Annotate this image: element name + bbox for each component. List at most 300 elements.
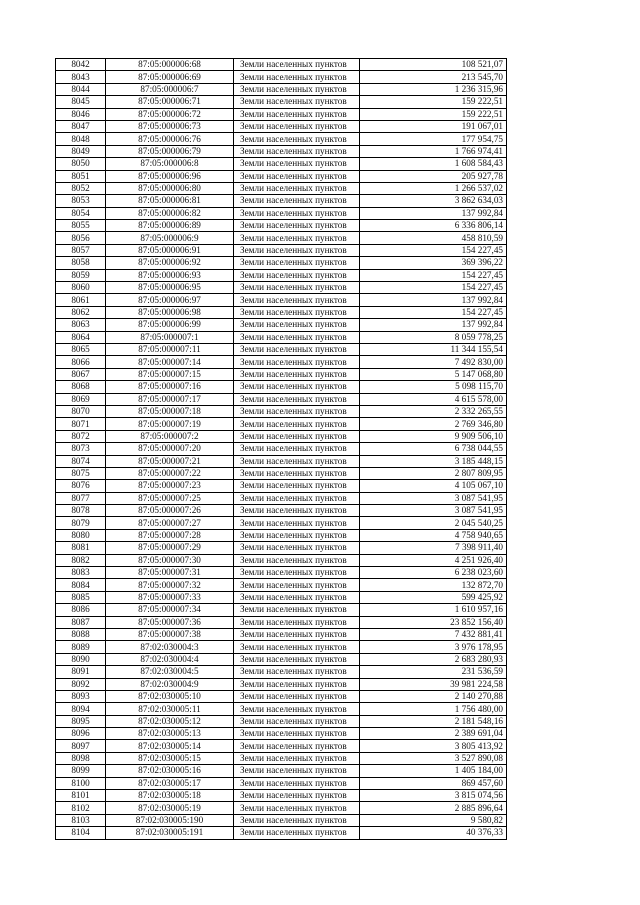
table-row	[56, 83, 507, 95]
land-category-cell: Земли населенных пунктов	[234, 96, 360, 108]
table-row	[56, 604, 507, 616]
cadastral-value-cell: 2 885 896,64	[360, 802, 507, 814]
row-number-cell: 8077	[56, 492, 106, 504]
row-number-cell: 8088	[56, 628, 106, 640]
table-body	[56, 59, 507, 840]
row-number-cell: 8090	[56, 653, 106, 665]
table-row	[56, 666, 507, 678]
cadastral-number-cell: 87:05:000007:19	[106, 418, 234, 430]
land-category-cell: Земли населенных пунктов	[234, 591, 360, 603]
table-row	[56, 368, 507, 380]
row-number-cell: 8074	[56, 455, 106, 467]
table-row	[56, 492, 507, 504]
land-category-cell: Земли населенных пунктов	[234, 443, 360, 455]
cadastral-value-cell: 6 336 806,14	[360, 220, 507, 232]
table-row	[56, 418, 507, 430]
cadastral-number-cell: 87:02:030005:14	[106, 740, 234, 752]
cadastral-value-cell: 9 580,82	[360, 814, 507, 826]
table-row	[56, 207, 507, 219]
land-category-cell: Земли населенных пунктов	[234, 269, 360, 281]
table-row	[56, 777, 507, 789]
row-number-cell: 8055	[56, 220, 106, 232]
cadastral-value-cell: 2 181 548,16	[360, 715, 507, 727]
land-category-cell: Земли населенных пунктов	[234, 418, 360, 430]
cadastral-number-cell: 87:02:030004:5	[106, 666, 234, 678]
row-number-cell: 8096	[56, 728, 106, 740]
table-row	[56, 678, 507, 690]
cadastral-number-cell: 87:02:030005:190	[106, 814, 234, 826]
row-number-cell: 8057	[56, 244, 106, 256]
row-number-cell: 8082	[56, 554, 106, 566]
cadastral-number-cell: 87:05:000007:15	[106, 368, 234, 380]
cadastral-number-cell: 87:02:030005:16	[106, 765, 234, 777]
land-category-cell: Земли населенных пунктов	[234, 728, 360, 740]
cadastral-value-cell: 132 872,70	[360, 579, 507, 591]
row-number-cell: 8045	[56, 96, 106, 108]
cadastral-value-cell: 3 087 541,95	[360, 492, 507, 504]
table-row	[56, 480, 507, 492]
cadastral-value-cell: 4 615 578,00	[360, 393, 507, 405]
row-number-cell: 8092	[56, 678, 106, 690]
land-category-cell: Земли населенных пунктов	[234, 777, 360, 789]
cadastral-value-cell: 4 105 067,10	[360, 480, 507, 492]
cadastral-number-cell: 87:05:000006:8	[106, 158, 234, 170]
table-row	[56, 802, 507, 814]
cadastral-value-cell: 1 756 480,00	[360, 703, 507, 715]
land-category-cell: Земли населенных пунктов	[234, 505, 360, 517]
row-number-cell: 8081	[56, 542, 106, 554]
land-category-cell: Земли населенных пунктов	[234, 368, 360, 380]
cadastral-number-cell: 87:05:000007:36	[106, 616, 234, 628]
row-number-cell: 8083	[56, 567, 106, 579]
row-number-cell: 8104	[56, 827, 106, 839]
table-row	[56, 133, 507, 145]
row-number-cell: 8048	[56, 133, 106, 145]
cadastral-number-cell: 87:05:000007:14	[106, 356, 234, 368]
cadastral-number-cell: 87:02:030005:18	[106, 790, 234, 802]
table-row	[56, 269, 507, 281]
land-category-cell: Земли населенных пунктов	[234, 195, 360, 207]
table-row	[56, 814, 507, 826]
cadastral-value-cell: 458 810,59	[360, 232, 507, 244]
row-number-cell: 8101	[56, 790, 106, 802]
land-category-cell: Земли населенных пунктов	[234, 294, 360, 306]
row-number-cell: 8043	[56, 71, 106, 83]
cadastral-value-cell: 1 266 537,02	[360, 182, 507, 194]
land-category-cell: Земли населенных пунктов	[234, 678, 360, 690]
row-number-cell: 8042	[56, 59, 106, 71]
cadastral-number-cell: 87:02:030005:17	[106, 777, 234, 789]
land-category-cell: Земли населенных пунктов	[234, 790, 360, 802]
row-number-cell: 8097	[56, 740, 106, 752]
cadastral-value-cell: 159 222,51	[360, 108, 507, 120]
cadastral-number-cell: 87:02:030005:19	[106, 802, 234, 814]
table-row	[56, 170, 507, 182]
table-row	[56, 71, 507, 83]
row-number-cell: 8079	[56, 517, 106, 529]
cadastral-number-cell: 87:05:000006:71	[106, 96, 234, 108]
cadastral-value-cell: 2 769 346,80	[360, 418, 507, 430]
cadastral-number-cell: 87:02:030005:10	[106, 690, 234, 702]
row-number-cell: 8098	[56, 752, 106, 764]
cadastral-value-cell: 137 992,84	[360, 319, 507, 331]
cadastral-value-cell: 23 852 156,40	[360, 616, 507, 628]
cadastral-value-cell: 11 344 155,54	[360, 343, 507, 355]
land-category-cell: Земли населенных пунктов	[234, 343, 360, 355]
table-row	[56, 542, 507, 554]
cadastral-value-cell: 3 087 541,95	[360, 505, 507, 517]
table-row	[56, 467, 507, 479]
cadastral-number-cell: 87:02:030005:191	[106, 827, 234, 839]
land-category-cell: Земли населенных пунктов	[234, 158, 360, 170]
land-category-cell: Земли населенных пунктов	[234, 616, 360, 628]
land-category-cell: Земли населенных пунктов	[234, 220, 360, 232]
cadastral-number-cell: 87:05:000006:69	[106, 71, 234, 83]
table-row	[56, 120, 507, 132]
cadastral-number-cell: 87:02:030005:13	[106, 728, 234, 740]
row-number-cell: 8099	[56, 765, 106, 777]
land-category-cell: Земли населенных пунктов	[234, 715, 360, 727]
cadastral-number-cell: 87:02:030004:3	[106, 641, 234, 653]
land-category-cell: Земли населенных пунктов	[234, 356, 360, 368]
table-row	[56, 591, 507, 603]
cadastral-number-cell: 87:05:000007:31	[106, 567, 234, 579]
cadastral-value-cell: 4 251 926,40	[360, 554, 507, 566]
land-category-cell: Земли населенных пунктов	[234, 467, 360, 479]
table-row	[56, 158, 507, 170]
row-number-cell: 8067	[56, 368, 106, 380]
table-row	[56, 96, 507, 108]
row-number-cell: 8047	[56, 120, 106, 132]
cadastral-value-cell: 231 536,59	[360, 666, 507, 678]
table-row	[56, 195, 507, 207]
land-category-cell: Земли населенных пунктов	[234, 331, 360, 343]
cadastral-number-cell: 87:05:000007:17	[106, 393, 234, 405]
table-row	[56, 567, 507, 579]
table-row	[56, 690, 507, 702]
cadastral-value-cell: 7 492 830,00	[360, 356, 507, 368]
cadastral-value-cell: 154 227,45	[360, 269, 507, 281]
land-category-cell: Земли населенных пунктов	[234, 306, 360, 318]
cadastral-number-cell: 87:02:030004:4	[106, 653, 234, 665]
cadastral-value-cell: 137 992,84	[360, 207, 507, 219]
cadastral-number-cell: 87:05:000007:22	[106, 467, 234, 479]
cadastral-number-cell: 87:05:000007:23	[106, 480, 234, 492]
land-category-cell: Земли населенных пунктов	[234, 232, 360, 244]
table-row	[56, 430, 507, 442]
cadastral-number-cell: 87:02:030005:11	[106, 703, 234, 715]
land-category-cell: Земли населенных пунктов	[234, 492, 360, 504]
cadastral-value-cell: 154 227,45	[360, 244, 507, 256]
table-row	[56, 220, 507, 232]
row-number-cell: 8075	[56, 467, 106, 479]
cadastral-value-cell: 154 227,45	[360, 306, 507, 318]
land-category-cell: Земли населенных пунктов	[234, 381, 360, 393]
row-number-cell: 8087	[56, 616, 106, 628]
cadastral-number-cell: 87:05:000007:32	[106, 579, 234, 591]
row-number-cell: 8100	[56, 777, 106, 789]
row-number-cell: 8069	[56, 393, 106, 405]
cadastral-value-cell: 4 758 940,65	[360, 529, 507, 541]
cadastral-value-cell: 1 405 184,00	[360, 765, 507, 777]
cadastral-value-cell: 1 608 584,43	[360, 158, 507, 170]
table-row	[56, 356, 507, 368]
land-category-cell: Земли населенных пунктов	[234, 554, 360, 566]
row-number-cell: 8059	[56, 269, 106, 281]
cadastral-number-cell: 87:05:000007:27	[106, 517, 234, 529]
table-row	[56, 294, 507, 306]
land-category-cell: Земли населенных пунктов	[234, 393, 360, 405]
land-category-cell: Земли населенных пунктов	[234, 145, 360, 157]
land-category-cell: Земли населенных пунктов	[234, 653, 360, 665]
cadastral-value-cell: 39 981 224,58	[360, 678, 507, 690]
land-category-cell: Земли населенных пунктов	[234, 579, 360, 591]
cadastral-number-cell: 87:05:000006:97	[106, 294, 234, 306]
cadastral-number-cell: 87:05:000007:30	[106, 554, 234, 566]
cadastral-value-cell: 1 766 974,41	[360, 145, 507, 157]
row-number-cell: 8072	[56, 430, 106, 442]
table-row	[56, 232, 507, 244]
cadastral-number-cell: 87:05:000006:72	[106, 108, 234, 120]
row-number-cell: 8044	[56, 83, 106, 95]
row-number-cell: 8076	[56, 480, 106, 492]
cadastral-value-cell: 6 238 023,60	[360, 567, 507, 579]
table-row	[56, 517, 507, 529]
cadastral-number-cell: 87:05:000007:1	[106, 331, 234, 343]
table-row	[56, 108, 507, 120]
cadastral-value-cell: 3 527 890,08	[360, 752, 507, 764]
row-number-cell: 8049	[56, 145, 106, 157]
land-category-cell: Земли населенных пунктов	[234, 405, 360, 417]
cadastral-number-cell: 87:05:000007:20	[106, 443, 234, 455]
cadastral-value-cell: 191 067,01	[360, 120, 507, 132]
row-number-cell: 8068	[56, 381, 106, 393]
cadastral-number-cell: 87:05:000006:96	[106, 170, 234, 182]
cadastral-number-cell: 87:05:000007:11	[106, 343, 234, 355]
land-category-cell: Земли населенных пунктов	[234, 567, 360, 579]
row-number-cell: 8060	[56, 282, 106, 294]
land-category-cell: Земли населенных пунктов	[234, 542, 360, 554]
land-category-cell: Земли населенных пунктов	[234, 666, 360, 678]
row-number-cell: 8093	[56, 690, 106, 702]
cadastral-value-cell: 177 954,75	[360, 133, 507, 145]
table-row	[56, 579, 507, 591]
cadastral-value-cell: 2 389 691,04	[360, 728, 507, 740]
cadastral-number-cell: 87:05:000006:89	[106, 220, 234, 232]
row-number-cell: 8054	[56, 207, 106, 219]
land-category-cell: Земли населенных пунктов	[234, 120, 360, 132]
table-row	[56, 827, 507, 839]
cadastral-value-cell: 205 927,78	[360, 170, 507, 182]
cadastral-number-cell: 87:05:000006:91	[106, 244, 234, 256]
land-category-cell: Земли населенных пунктов	[234, 703, 360, 715]
land-category-cell: Земли населенных пунктов	[234, 765, 360, 777]
cadastral-number-cell: 87:05:000007:21	[106, 455, 234, 467]
table-row	[56, 405, 507, 417]
land-category-cell: Земли населенных пунктов	[234, 59, 360, 71]
land-category-cell: Земли населенных пунктов	[234, 480, 360, 492]
cadastral-number-cell: 87:05:000006:98	[106, 306, 234, 318]
cadastral-value-cell: 154 227,45	[360, 282, 507, 294]
row-number-cell: 8078	[56, 505, 106, 517]
land-category-cell: Земли населенных пунктов	[234, 752, 360, 764]
cadastral-value-cell: 3 805 413,92	[360, 740, 507, 752]
row-number-cell: 8058	[56, 257, 106, 269]
table-row	[56, 145, 507, 157]
land-category-cell: Земли населенных пунктов	[234, 455, 360, 467]
cadastral-value-cell: 2 807 809,95	[360, 467, 507, 479]
cadastral-number-cell: 87:05:000007:28	[106, 529, 234, 541]
cadastral-value-cell: 7 432 881,41	[360, 628, 507, 640]
row-number-cell: 8084	[56, 579, 106, 591]
row-number-cell: 8062	[56, 306, 106, 318]
table-row	[56, 257, 507, 269]
cadastral-value-cell: 3 976 178,95	[360, 641, 507, 653]
land-category-cell: Земли населенных пунктов	[234, 604, 360, 616]
cadastral-number-cell: 87:05:000006:82	[106, 207, 234, 219]
table-row	[56, 728, 507, 740]
table-row	[56, 455, 507, 467]
cadastral-number-cell: 87:05:000006:80	[106, 182, 234, 194]
table-row	[56, 554, 507, 566]
cadastral-value-cell: 9 909 506,10	[360, 430, 507, 442]
land-category-cell: Земли населенных пунктов	[234, 827, 360, 839]
cadastral-number-cell: 87:05:000006:9	[106, 232, 234, 244]
cadastral-value-cell: 2 332 265,55	[360, 405, 507, 417]
cadastral-value-cell: 2 140 270,88	[360, 690, 507, 702]
row-number-cell: 8070	[56, 405, 106, 417]
row-number-cell: 8056	[56, 232, 106, 244]
row-number-cell: 8052	[56, 182, 106, 194]
cadastral-number-cell: 87:05:000006:79	[106, 145, 234, 157]
row-number-cell: 8089	[56, 641, 106, 653]
land-category-cell: Земли населенных пунктов	[234, 740, 360, 752]
table-row	[56, 182, 507, 194]
table-row	[56, 641, 507, 653]
row-number-cell: 8053	[56, 195, 106, 207]
row-number-cell: 8050	[56, 158, 106, 170]
land-category-cell: Земли населенных пунктов	[234, 319, 360, 331]
cadastral-value-cell: 6 738 044,55	[360, 443, 507, 455]
land-category-cell: Земли населенных пунктов	[234, 71, 360, 83]
cadastral-value-cell: 3 185 448,15	[360, 455, 507, 467]
table-row	[56, 715, 507, 727]
cadastral-number-cell: 87:05:000006:81	[106, 195, 234, 207]
row-number-cell: 8064	[56, 331, 106, 343]
table-row	[56, 740, 507, 752]
land-category-cell: Земли населенных пунктов	[234, 207, 360, 219]
cadastral-number-cell: 87:05:000007:38	[106, 628, 234, 640]
row-number-cell: 8066	[56, 356, 106, 368]
cadastral-value-cell: 2 683 280,93	[360, 653, 507, 665]
row-number-cell: 8051	[56, 170, 106, 182]
cadastral-number-cell: 87:05:000006:76	[106, 133, 234, 145]
row-number-cell: 8071	[56, 418, 106, 430]
table-row	[56, 331, 507, 343]
land-category-cell: Земли населенных пунктов	[234, 182, 360, 194]
land-category-cell: Земли населенных пунктов	[234, 133, 360, 145]
land-category-cell: Земли населенных пунктов	[234, 690, 360, 702]
cadastral-value-cell: 213 545,70	[360, 71, 507, 83]
table-row	[56, 306, 507, 318]
cadastral-number-cell: 87:05:000007:25	[106, 492, 234, 504]
table-row	[56, 393, 507, 405]
table-row	[56, 529, 507, 541]
table-row	[56, 282, 507, 294]
cadastral-value-cell: 3 815 074,56	[360, 790, 507, 802]
cadastral-value-cell: 5 098 115,70	[360, 381, 507, 393]
land-category-cell: Земли населенных пунктов	[234, 244, 360, 256]
table-row	[56, 443, 507, 455]
cadastral-number-cell: 87:05:000007:29	[106, 542, 234, 554]
row-number-cell: 8080	[56, 529, 106, 541]
cadastral-number-cell: 87:02:030005:12	[106, 715, 234, 727]
cadastral-value-cell: 869 457,60	[360, 777, 507, 789]
row-number-cell: 8086	[56, 604, 106, 616]
land-category-cell: Земли населенных пунктов	[234, 282, 360, 294]
cadastral-number-cell: 87:05:000006:93	[106, 269, 234, 281]
cadastral-number-cell: 87:02:030005:15	[106, 752, 234, 764]
cadastral-value-cell: 1 236 315,96	[360, 83, 507, 95]
table-row	[56, 59, 507, 71]
row-number-cell: 8073	[56, 443, 106, 455]
table-row	[56, 765, 507, 777]
land-category-cell: Земли населенных пунктов	[234, 814, 360, 826]
cadastral-number-cell: 87:05:000007:18	[106, 405, 234, 417]
table-row	[56, 505, 507, 517]
land-category-cell: Земли населенных пунктов	[234, 628, 360, 640]
cadastral-value-cell: 5 147 068,80	[360, 368, 507, 380]
cadastral-number-cell: 87:02:030004:9	[106, 678, 234, 690]
table-row	[56, 319, 507, 331]
cadastral-value-cell: 137 992,84	[360, 294, 507, 306]
table-row	[56, 343, 507, 355]
row-number-cell: 8094	[56, 703, 106, 715]
land-category-cell: Земли населенных пунктов	[234, 83, 360, 95]
row-number-cell: 8085	[56, 591, 106, 603]
row-number-cell: 8095	[56, 715, 106, 727]
table-row	[56, 616, 507, 628]
land-category-cell: Земли населенных пунктов	[234, 108, 360, 120]
row-number-cell: 8065	[56, 343, 106, 355]
cadastral-value-cell: 8 059 778,25	[360, 331, 507, 343]
table-row	[56, 653, 507, 665]
land-cadastre-table	[55, 58, 507, 840]
cadastral-number-cell: 87:05:000007:34	[106, 604, 234, 616]
table-row	[56, 790, 507, 802]
cadastral-value-cell: 7 398 911,40	[360, 542, 507, 554]
land-category-cell: Земли населенных пунктов	[234, 802, 360, 814]
table-row	[56, 752, 507, 764]
cadastral-number-cell: 87:05:000006:7	[106, 83, 234, 95]
land-category-cell: Земли населенных пунктов	[234, 529, 360, 541]
cadastral-number-cell: 87:05:000007:2	[106, 430, 234, 442]
table-row	[56, 244, 507, 256]
cadastral-value-cell: 369 396,22	[360, 257, 507, 269]
land-category-cell: Земли населенных пунктов	[234, 517, 360, 529]
land-category-cell: Земли населенных пунктов	[234, 430, 360, 442]
cadastral-value-cell: 2 045 540,25	[360, 517, 507, 529]
land-category-cell: Земли населенных пунктов	[234, 641, 360, 653]
table-row	[56, 703, 507, 715]
row-number-cell: 8061	[56, 294, 106, 306]
cadastral-number-cell: 87:05:000007:33	[106, 591, 234, 603]
row-number-cell: 8102	[56, 802, 106, 814]
cadastral-value-cell: 1 610 957,16	[360, 604, 507, 616]
cadastral-number-cell: 87:05:000006:92	[106, 257, 234, 269]
cadastral-value-cell: 3 862 634,03	[360, 195, 507, 207]
row-number-cell: 8046	[56, 108, 106, 120]
